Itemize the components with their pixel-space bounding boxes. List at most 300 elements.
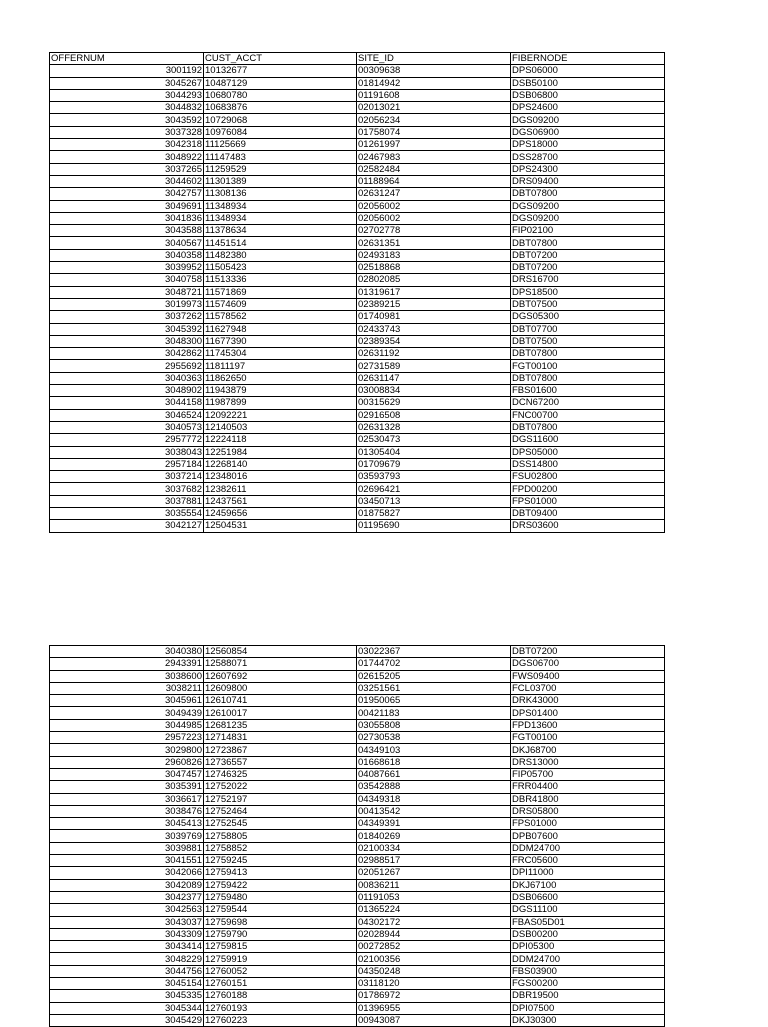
cell-cust-acct: 12681235 (204, 719, 357, 731)
table-row (50, 163, 665, 175)
cell-cust-acct: 11987899 (204, 397, 357, 409)
cell-cust-acct: 12560854 (204, 646, 357, 658)
cell-offernum: 3043414 (50, 941, 204, 953)
cell-offernum: 3019973 (50, 298, 204, 310)
cell-offernum: 3039952 (50, 262, 204, 274)
cell-site-id: 02631247 (357, 188, 511, 200)
cell-fibernode: FRC05600 (511, 855, 665, 867)
cell-offernum: 3038476 (50, 805, 204, 817)
table-row (50, 188, 665, 200)
cell-fibernode: DSB06800 (511, 89, 665, 101)
cell-cust-acct: 11348934 (204, 200, 357, 212)
cell-offernum: 2957184 (50, 458, 204, 470)
cell-fibernode: FPS01000 (511, 495, 665, 507)
header-fibernode: FIBERNODE (511, 53, 665, 65)
cell-site-id: 02389354 (357, 335, 511, 347)
table-row (50, 126, 665, 138)
table-row (50, 855, 665, 867)
cell-site-id: 02028944 (357, 928, 511, 940)
cell-cust-acct: 12752545 (204, 818, 357, 830)
cell-site-id: 01744702 (357, 658, 511, 670)
cell-fibernode: DCN67200 (511, 397, 665, 409)
cell-offernum: 3048229 (50, 953, 204, 965)
cell-fibernode: DBT07800 (511, 188, 665, 200)
cell-offernum: 3048902 (50, 385, 204, 397)
cell-cust-acct: 12752022 (204, 781, 357, 793)
cell-site-id: 01840269 (357, 830, 511, 842)
table-row (50, 695, 665, 707)
data-table-2 (49, 645, 665, 1027)
cell-fibernode: DBT09400 (511, 507, 665, 519)
table-row (50, 1002, 665, 1014)
cell-fibernode: DPB07600 (511, 830, 665, 842)
cell-site-id: 01786972 (357, 990, 511, 1002)
cell-cust-acct: 11862650 (204, 372, 357, 384)
cell-offernum: 3038043 (50, 446, 204, 458)
table-row (50, 744, 665, 756)
cell-fibernode: DBT07200 (511, 646, 665, 658)
cell-cust-acct: 12609800 (204, 682, 357, 694)
table-row (50, 89, 665, 101)
cell-cust-acct: 12610741 (204, 695, 357, 707)
table-row (50, 385, 665, 397)
cell-cust-acct: 12348016 (204, 471, 357, 483)
table-row (50, 483, 665, 495)
table-row (50, 756, 665, 768)
table-row (50, 77, 665, 89)
table-row (50, 348, 665, 360)
cell-fibernode: DDM24700 (511, 953, 665, 965)
cell-offernum: 3045267 (50, 77, 204, 89)
cell-cust-acct: 12224118 (204, 434, 357, 446)
table-row (50, 842, 665, 854)
table-row (50, 953, 665, 965)
cell-cust-acct: 12752197 (204, 793, 357, 805)
cell-fibernode: FNC00700 (511, 409, 665, 421)
cell-site-id: 02530473 (357, 434, 511, 446)
cell-fibernode: DRS09400 (511, 175, 665, 187)
cell-site-id: 01191608 (357, 89, 511, 101)
cell-fibernode: FIP05700 (511, 768, 665, 780)
table-row (50, 397, 665, 409)
cell-cust-acct: 12759413 (204, 867, 357, 879)
cell-offernum: 3035391 (50, 781, 204, 793)
cell-fibernode: DBT07200 (511, 262, 665, 274)
cell-cust-acct: 10680780 (204, 89, 357, 101)
cell-fibernode: FGS00200 (511, 978, 665, 990)
cell-cust-acct: 12759544 (204, 904, 357, 916)
cell-site-id: 01950065 (357, 695, 511, 707)
cell-fibernode: FRR04400 (511, 781, 665, 793)
cell-site-id: 01814942 (357, 77, 511, 89)
cell-fibernode: DBT07800 (511, 421, 665, 433)
cell-site-id: 02467983 (357, 151, 511, 163)
cell-site-id: 02518868 (357, 262, 511, 274)
cell-offernum: 2943391 (50, 658, 204, 670)
cell-fibernode: DPS24300 (511, 163, 665, 175)
header-cust-acct: CUST_ACCT (204, 53, 357, 65)
cell-offernum: 3044985 (50, 719, 204, 731)
cell-cust-acct: 12746325 (204, 768, 357, 780)
cell-fibernode: DPS01400 (511, 707, 665, 719)
cell-offernum: 3045344 (50, 1002, 204, 1014)
cell-fibernode: DSB06600 (511, 891, 665, 903)
cell-fibernode: DKJ30300 (511, 1014, 665, 1026)
cell-fibernode: DSB50100 (511, 77, 665, 89)
table-row (50, 335, 665, 347)
cell-offernum: 3037881 (50, 495, 204, 507)
cell-cust-acct: 12759698 (204, 916, 357, 928)
cell-offernum: 3001192 (50, 65, 204, 77)
table-row (50, 904, 665, 916)
table-row (50, 781, 665, 793)
cell-fibernode: FBAS05D01 (511, 916, 665, 928)
cell-site-id: 04350248 (357, 965, 511, 977)
cell-site-id: 04302172 (357, 916, 511, 928)
table-row (50, 323, 665, 335)
cell-cust-acct: 12736557 (204, 756, 357, 768)
cell-offernum: 3045335 (50, 990, 204, 1002)
cell-offernum: 3042563 (50, 904, 204, 916)
table-row (50, 818, 665, 830)
cell-cust-acct: 12268140 (204, 458, 357, 470)
cell-site-id: 02731589 (357, 360, 511, 372)
cell-site-id: 00421183 (357, 707, 511, 719)
cell-cust-acct: 11745304 (204, 348, 357, 360)
cell-site-id: 01875827 (357, 507, 511, 519)
table-row (50, 471, 665, 483)
table-row (50, 286, 665, 298)
cell-offernum: 3042757 (50, 188, 204, 200)
cell-offernum: 3043588 (50, 225, 204, 237)
cell-site-id: 01709679 (357, 458, 511, 470)
cell-fibernode: DPS06000 (511, 65, 665, 77)
cell-site-id: 00943087 (357, 1014, 511, 1026)
cell-offernum: 3042318 (50, 139, 204, 151)
table-row (50, 200, 665, 212)
cell-cust-acct: 12759422 (204, 879, 357, 891)
cell-fibernode: DSB00200 (511, 928, 665, 940)
cell-offernum: 3049691 (50, 200, 204, 212)
cell-fibernode: FPS01000 (511, 818, 665, 830)
cell-site-id: 02631328 (357, 421, 511, 433)
cell-site-id: 04349103 (357, 744, 511, 756)
cell-site-id: 00309638 (357, 65, 511, 77)
cell-offernum: 3046524 (50, 409, 204, 421)
cell-fibernode: DRK43000 (511, 695, 665, 707)
cell-offernum: 3048922 (50, 151, 204, 163)
cell-cust-acct: 12760052 (204, 965, 357, 977)
cell-offernum: 3038600 (50, 670, 204, 682)
table-row (50, 646, 665, 658)
cell-fibernode: DBT07800 (511, 237, 665, 249)
cell-cust-acct: 11125669 (204, 139, 357, 151)
table-row (50, 102, 665, 114)
cell-site-id: 01668618 (357, 756, 511, 768)
cell-fibernode: DPS24600 (511, 102, 665, 114)
cell-cust-acct: 11571869 (204, 286, 357, 298)
cell-fibernode: DGS06900 (511, 126, 665, 138)
cell-offernum: 3037328 (50, 126, 204, 138)
cell-site-id: 02433743 (357, 323, 511, 335)
cell-site-id: 02582484 (357, 163, 511, 175)
cell-site-id: 02056002 (357, 212, 511, 224)
cell-cust-acct: 10729068 (204, 114, 357, 126)
table-row (50, 274, 665, 286)
cell-cust-acct: 10683876 (204, 102, 357, 114)
cell-offernum: 3037214 (50, 471, 204, 483)
cell-fibernode: DBT07500 (511, 298, 665, 310)
cell-site-id: 02631147 (357, 372, 511, 384)
cell-site-id: 01261997 (357, 139, 511, 151)
cell-site-id: 04087661 (357, 768, 511, 780)
cell-offernum: 3045429 (50, 1014, 204, 1026)
cell-offernum: 3044293 (50, 89, 204, 101)
table-row (50, 175, 665, 187)
table-row (50, 360, 665, 372)
cell-site-id: 02013021 (357, 102, 511, 114)
cell-site-id: 01396955 (357, 1002, 511, 1014)
cell-site-id: 02802085 (357, 274, 511, 286)
cell-fibernode: DSS28700 (511, 151, 665, 163)
cell-cust-acct: 10487129 (204, 77, 357, 89)
cell-cust-acct: 12714831 (204, 732, 357, 744)
cell-offernum: 3042377 (50, 891, 204, 903)
cell-cust-acct: 11677390 (204, 335, 357, 347)
cell-site-id: 03542888 (357, 781, 511, 793)
cell-site-id: 01319617 (357, 286, 511, 298)
table-row (50, 916, 665, 928)
cell-site-id: 01191053 (357, 891, 511, 903)
cell-offernum: 3041551 (50, 855, 204, 867)
cell-site-id: 04349318 (357, 793, 511, 805)
table-row (50, 990, 665, 1002)
cell-offernum: 3040567 (50, 237, 204, 249)
table-row (50, 409, 665, 421)
cell-fibernode: DDM24700 (511, 842, 665, 854)
cell-site-id: 02056234 (357, 114, 511, 126)
cell-fibernode: FBS01600 (511, 385, 665, 397)
cell-cust-acct: 12760151 (204, 978, 357, 990)
cell-fibernode: DPS05000 (511, 446, 665, 458)
cell-fibernode: FSU02800 (511, 471, 665, 483)
cell-cust-acct: 10132677 (204, 65, 357, 77)
table-row (50, 941, 665, 953)
cell-cust-acct: 12760193 (204, 1002, 357, 1014)
cell-cust-acct: 11627948 (204, 323, 357, 335)
table-row (50, 249, 665, 261)
cell-fibernode: DGS09200 (511, 212, 665, 224)
cell-fibernode: DBR41800 (511, 793, 665, 805)
cell-site-id: 02702778 (357, 225, 511, 237)
cell-cust-acct: 12251984 (204, 446, 357, 458)
cell-offernum: 3037265 (50, 163, 204, 175)
cell-cust-acct: 11513336 (204, 274, 357, 286)
cell-cust-acct: 12760223 (204, 1014, 357, 1026)
header-offernum: OFFERNUM (50, 53, 204, 65)
cell-offernum: 3037682 (50, 483, 204, 495)
table-row (50, 262, 665, 274)
header-site-id: SITE_ID (357, 53, 511, 65)
cell-offernum: 3039881 (50, 842, 204, 854)
cell-site-id: 02916508 (357, 409, 511, 421)
cell-offernum: 3043309 (50, 928, 204, 940)
cell-fibernode: DBT07800 (511, 348, 665, 360)
table-row (50, 446, 665, 458)
cell-cust-acct: 12140503 (204, 421, 357, 433)
cell-cust-acct: 12752464 (204, 805, 357, 817)
table-row (50, 658, 665, 670)
cell-fibernode: FBS03900 (511, 965, 665, 977)
table-row (50, 670, 665, 682)
cell-fibernode: DPS18000 (511, 139, 665, 151)
cell-site-id: 02056002 (357, 200, 511, 212)
cell-fibernode: DKJ68700 (511, 744, 665, 756)
cell-site-id: 00315629 (357, 397, 511, 409)
cell-offernum: 3043592 (50, 114, 204, 126)
cell-site-id: 01758074 (357, 126, 511, 138)
table-row (50, 458, 665, 470)
table-row (50, 891, 665, 903)
table-row (50, 867, 665, 879)
cell-cust-acct: 11147483 (204, 151, 357, 163)
cell-site-id: 02100356 (357, 953, 511, 965)
table-row (50, 978, 665, 990)
cell-site-id: 01188964 (357, 175, 511, 187)
table-row (50, 421, 665, 433)
cell-offernum: 3035554 (50, 507, 204, 519)
table-row (50, 928, 665, 940)
cell-cust-acct: 11943879 (204, 385, 357, 397)
cell-site-id: 02493183 (357, 249, 511, 261)
cell-cust-acct: 11308136 (204, 188, 357, 200)
cell-fibernode: DSS14800 (511, 458, 665, 470)
table-row (50, 707, 665, 719)
cell-fibernode: FWS09400 (511, 670, 665, 682)
cell-offernum: 3044756 (50, 965, 204, 977)
cell-offernum: 3037262 (50, 311, 204, 323)
cell-site-id: 02730538 (357, 732, 511, 744)
table-row (50, 719, 665, 731)
cell-offernum: 2957772 (50, 434, 204, 446)
cell-site-id: 01740981 (357, 311, 511, 323)
cell-cust-acct: 12459656 (204, 507, 357, 519)
cell-fibernode: FGT00100 (511, 732, 665, 744)
cell-fibernode: FPD13600 (511, 719, 665, 731)
cell-fibernode: FGT00100 (511, 360, 665, 372)
cell-offernum: 3044158 (50, 397, 204, 409)
cell-cust-acct: 12759245 (204, 855, 357, 867)
cell-fibernode: FCL03700 (511, 682, 665, 694)
cell-cust-acct: 11505423 (204, 262, 357, 274)
table-row (50, 805, 665, 817)
cell-offernum: 2957223 (50, 732, 204, 744)
cell-fibernode: DRS05800 (511, 805, 665, 817)
cell-site-id: 03118120 (357, 978, 511, 990)
cell-fibernode: DRS13000 (511, 756, 665, 768)
cell-offernum: 3041836 (50, 212, 204, 224)
cell-cust-acct: 12758852 (204, 842, 357, 854)
table-row (50, 520, 665, 532)
cell-cust-acct: 12760188 (204, 990, 357, 1002)
cell-offernum: 3045154 (50, 978, 204, 990)
cell-cust-acct: 11811197 (204, 360, 357, 372)
cell-offernum: 3036617 (50, 793, 204, 805)
cell-cust-acct: 12504531 (204, 520, 357, 532)
cell-cust-acct: 12092221 (204, 409, 357, 421)
table-row (50, 768, 665, 780)
cell-offernum: 3040358 (50, 249, 204, 261)
cell-fibernode: DKJ67100 (511, 879, 665, 891)
table-row (50, 495, 665, 507)
cell-site-id: 01195690 (357, 520, 511, 532)
cell-fibernode: DBT07700 (511, 323, 665, 335)
cell-site-id: 02631351 (357, 237, 511, 249)
cell-fibernode: DGS09200 (511, 200, 665, 212)
cell-offernum: 3039769 (50, 830, 204, 842)
cell-cust-acct: 12610017 (204, 707, 357, 719)
table-row (50, 830, 665, 842)
cell-cust-acct: 11301389 (204, 175, 357, 187)
cell-fibernode: DGS11600 (511, 434, 665, 446)
cell-fibernode: DRS03600 (511, 520, 665, 532)
cell-fibernode: DRS16700 (511, 274, 665, 286)
cell-offernum: 3040363 (50, 372, 204, 384)
cell-site-id: 03022367 (357, 646, 511, 658)
cell-offernum: 3048300 (50, 335, 204, 347)
cell-fibernode: DPI05300 (511, 941, 665, 953)
cell-site-id: 03251561 (357, 682, 511, 694)
cell-site-id: 03055808 (357, 719, 511, 731)
cell-cust-acct: 12759790 (204, 928, 357, 940)
cell-site-id: 02100334 (357, 842, 511, 854)
table-row (50, 682, 665, 694)
cell-fibernode: FPD00200 (511, 483, 665, 495)
cell-site-id: 04349391 (357, 818, 511, 830)
cell-offernum: 3042862 (50, 348, 204, 360)
cell-offernum: 3038211 (50, 682, 204, 694)
cell-offernum: 3040758 (50, 274, 204, 286)
cell-fibernode: DBT07200 (511, 249, 665, 261)
cell-fibernode: DGS06700 (511, 658, 665, 670)
table-row (50, 151, 665, 163)
table-row (50, 372, 665, 384)
cell-site-id: 03008834 (357, 385, 511, 397)
cell-site-id: 02615205 (357, 670, 511, 682)
cell-offernum: 3045413 (50, 818, 204, 830)
cell-cust-acct: 12607692 (204, 670, 357, 682)
cell-offernum: 3049439 (50, 707, 204, 719)
cell-offernum: 3045392 (50, 323, 204, 335)
cell-site-id: 03593793 (357, 471, 511, 483)
table-row (50, 139, 665, 151)
cell-fibernode: DGS09200 (511, 114, 665, 126)
cell-fibernode: FIP02100 (511, 225, 665, 237)
cell-cust-acct: 12759919 (204, 953, 357, 965)
data-table-1 (49, 52, 665, 533)
cell-fibernode: DBT07500 (511, 335, 665, 347)
cell-cust-acct: 11482380 (204, 249, 357, 261)
cell-cust-acct: 11574609 (204, 298, 357, 310)
cell-offernum: 3048721 (50, 286, 204, 298)
header-row (50, 53, 665, 65)
cell-offernum: 3040380 (50, 646, 204, 658)
cell-cust-acct: 11378634 (204, 225, 357, 237)
table-row (50, 65, 665, 77)
cell-site-id: 03450713 (357, 495, 511, 507)
table-row (50, 879, 665, 891)
table-row (50, 311, 665, 323)
